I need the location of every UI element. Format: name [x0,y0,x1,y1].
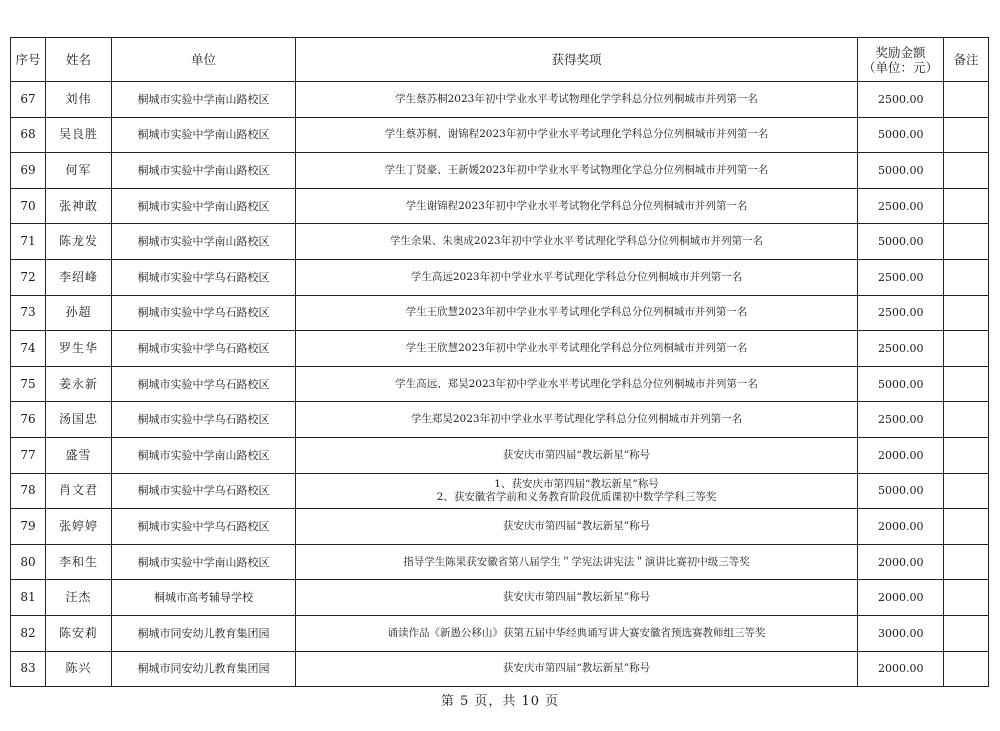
cell-unit: 桐城市实验中学乌石路校区 [112,331,296,367]
award-line: 学生王欣慧2023年初中学业水平考试理化学科总分位列桐城市并列第一名 [405,341,748,354]
cell-index: 75 [11,366,46,402]
header-index: 序号 [11,38,46,82]
cell-unit: 桐城市实验中学南山路校区 [112,117,296,153]
award-line: 学生郑昊2023年初中学业水平考试理化学科总分位列桐城市并列第一名 [410,413,743,426]
cell-award [296,82,858,118]
cell-amount: 2500.00 [858,402,944,438]
cell-award [296,259,858,295]
cell-amount: 2000.00 [858,651,944,687]
header-name: 姓名 [46,38,112,82]
award-line: 2、获安徽省学前和义务教育阶段优质课初中数学学科三等奖 [436,490,717,503]
cell-amount: 2000.00 [858,580,944,616]
cell-unit: 桐城市实验中学南山路校区 [112,188,296,224]
cell-award [296,117,858,153]
cell-index: 73 [11,295,46,331]
cell-name: 陈兴 [46,651,112,687]
cell-remark [944,259,989,295]
table-row [11,224,989,260]
cell-award [296,366,858,402]
cell-index: 69 [11,153,46,189]
cell-unit: 桐城市实验中学南山路校区 [112,437,296,473]
cell-unit: 桐城市实验中学乌石路校区 [112,509,296,545]
cell-amount: 5000.00 [858,224,944,260]
cell-unit: 桐城市实验中学乌石路校区 [112,295,296,331]
cell-index: 79 [11,509,46,545]
cell-amount: 2500.00 [858,295,944,331]
cell-unit: 桐城市实验中学乌石路校区 [112,259,296,295]
cell-award [296,544,858,580]
cell-award [296,188,858,224]
cell-name: 盛雪 [46,437,112,473]
award-line: 1、获安庆市第四届“教坛新星”称号 [494,477,659,490]
cell-amount: 5000.00 [858,153,944,189]
cell-remark [944,651,989,687]
cell-name: 李和生 [46,544,112,580]
cell-amount: 2500.00 [858,188,944,224]
award-table [10,37,989,687]
cell-award [296,224,858,260]
award-line: 学生蔡苏桐、谢锦程2023年初中学业水平考试理化学科总分位列桐城市并列第一名 [384,128,769,141]
cell-index: 76 [11,402,46,438]
cell-index: 83 [11,651,46,687]
table-row [11,473,989,509]
table-row [11,259,989,295]
cell-name: 孙超 [46,295,112,331]
award-line: 学生余果、朱奥成2023年初中学业水平考试理化学科总分位列桐城市并列第一名 [389,235,764,248]
cell-award [296,402,858,438]
cell-award [296,615,858,651]
cell-index: 82 [11,615,46,651]
cell-award [296,651,858,687]
cell-remark [944,331,989,367]
table-row [11,615,989,651]
cell-name: 何军 [46,153,112,189]
header-amount [858,38,944,82]
cell-amount: 2000.00 [858,544,944,580]
cell-remark [944,366,989,402]
cell-index: 77 [11,437,46,473]
cell-remark [944,224,989,260]
cell-remark [944,437,989,473]
table-row [11,580,989,616]
cell-name: 罗生华 [46,331,112,367]
cell-unit: 桐城市实验中学乌石路校区 [112,402,296,438]
award-table-sheet [10,37,988,687]
page-footer: 第 5 页，共 10 页 [440,694,560,709]
cell-award [296,509,858,545]
cell-index: 80 [11,544,46,580]
table-body [11,82,989,687]
cell-remark [944,615,989,651]
award-line: 学生高远2023年初中学业水平考试理化学科总分位列桐城市并列第一名 [410,270,743,283]
cell-index: 67 [11,82,46,118]
cell-index: 70 [11,188,46,224]
award-line: 获安庆市第四届“教坛新星”称号 [502,448,651,461]
cell-index: 78 [11,473,46,509]
cell-unit: 桐城市同安幼儿教育集团园 [112,615,296,651]
header-remark: 备注 [944,38,989,82]
cell-name: 汪杰 [46,580,112,616]
header-amount-line2: （单位：元） [862,59,938,75]
cell-unit: 桐城市实验中学乌石路校区 [112,366,296,402]
header-amount-line1: 奖励金额 [875,44,926,60]
cell-award [296,295,858,331]
cell-name: 张神敢 [46,188,112,224]
cell-amount: 5000.00 [858,117,944,153]
cell-name: 肖文君 [46,473,112,509]
cell-name: 刘伟 [46,82,112,118]
cell-unit: 桐城市实验中学南山路校区 [112,544,296,580]
table-row [11,188,989,224]
cell-award [296,473,858,509]
cell-name: 张婷婷 [46,509,112,545]
cell-remark [944,544,989,580]
award-line: 诵读作品《新愚公移山》获第五届中华经典诵写讲大赛安徽省预选赛教师组三等奖 [387,626,766,639]
cell-amount: 3000.00 [858,615,944,651]
cell-unit: 桐城市实验中学南山路校区 [112,224,296,260]
award-line: 学生王欣慧2023年初中学业水平考试理化学科总分位列桐城市并列第一名 [405,306,748,319]
cell-index: 74 [11,331,46,367]
cell-name: 陈安莉 [46,615,112,651]
cell-unit: 桐城市同安幼儿教育集团园 [112,651,296,687]
cell-name: 汤国忠 [46,402,112,438]
cell-unit: 桐城市实验中学乌石路校区 [112,473,296,509]
table-row [11,437,989,473]
cell-remark [944,117,989,153]
cell-name: 吴良胜 [46,117,112,153]
cell-amount: 5000.00 [858,366,944,402]
table-row [11,82,989,118]
cell-remark [944,82,989,118]
cell-remark [944,509,989,545]
cell-unit: 桐城市实验中学南山路校区 [112,82,296,118]
table-row [11,402,989,438]
cell-amount: 2000.00 [858,509,944,545]
cell-remark [944,473,989,509]
award-line: 指导学生陈果获安徽省第八届学生＂学宪法讲宪法＂演讲比赛初中级三等奖 [403,555,750,568]
cell-index: 68 [11,117,46,153]
cell-award [296,580,858,616]
header-award: 获得奖项 [296,38,858,82]
award-line: 学生蔡苏桐2023年初中学业水平考试物理化学学科总分位列桐城市并列第一名 [395,92,758,105]
award-line: 学生高远、郑昊2023年初中学业水平考试理化学科总分位列桐城市并列第一名 [395,377,758,390]
cell-remark [944,402,989,438]
award-line: 学生丁贤豪、王新媛2023年初中学业水平考试物理化学总分位列桐城市并列第一名 [384,163,769,176]
cell-remark [944,295,989,331]
cell-name: 陈龙发 [46,224,112,260]
cell-index: 72 [11,259,46,295]
cell-amount: 2500.00 [858,331,944,367]
cell-remark [944,153,989,189]
award-line: 学生谢锦程2023年初中学业水平考试物化学科总分位列桐城市并列第一名 [405,199,748,212]
cell-amount: 2500.00 [858,259,944,295]
table-row [11,651,989,687]
table-row [11,153,989,189]
table-row [11,295,989,331]
cell-amount: 5000.00 [858,473,944,509]
cell-index: 71 [11,224,46,260]
table-row [11,509,989,545]
table-row [11,366,989,402]
cell-unit: 桐城市实验中学南山路校区 [112,153,296,189]
cell-award [296,437,858,473]
cell-remark [944,188,989,224]
table-header-row [11,38,989,82]
cell-name: 李绍峰 [46,259,112,295]
cell-remark [944,580,989,616]
award-line: 获安庆市第四届“教坛新星”称号 [502,662,651,675]
table-row [11,117,989,153]
cell-amount: 2000.00 [858,437,944,473]
header-unit: 单位 [112,38,296,82]
table-row [11,331,989,367]
cell-amount: 2500.00 [858,82,944,118]
award-line: 获安庆市第四届“教坛新星”称号 [502,591,651,604]
cell-index: 81 [11,580,46,616]
cell-award [296,331,858,367]
cell-name: 姜永新 [46,366,112,402]
cell-award [296,153,858,189]
cell-unit: 桐城市高考辅导学校 [112,580,296,616]
award-line: 获安庆市第四届“教坛新星”称号 [502,519,651,532]
table-row [11,544,989,580]
